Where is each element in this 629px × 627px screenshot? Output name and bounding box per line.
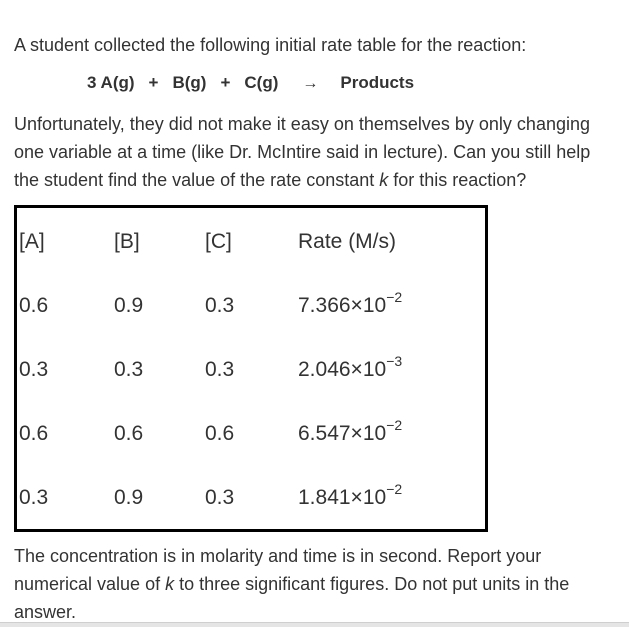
cell-c: 0.3 <box>205 486 235 509</box>
reactant-a: 3 A(g) <box>87 73 135 92</box>
header-b: [B] <box>114 230 140 253</box>
header-rate: Rate (M/s) <box>298 230 397 253</box>
instructions-paragraph <box>14 542 614 626</box>
cell-c: 0.6 <box>205 422 235 445</box>
cell-rate <box>298 289 403 318</box>
rate-exponent: −3 <box>386 353 403 369</box>
intro-text: A student collected the following initial rate table for the reaction: <box>14 35 527 55</box>
paragraph-line <box>14 166 624 194</box>
rate-constant-variable: k <box>379 170 389 190</box>
rate-mantissa: 7.366×10 <box>298 294 387 317</box>
paragraph-line: The concentration is in molarity and time is in second. Report your <box>14 546 542 566</box>
paragraph-line <box>14 570 614 598</box>
product: Products <box>340 73 415 92</box>
cell-a: 0.3 <box>19 486 49 509</box>
plus-sign: + <box>148 73 159 92</box>
header-c: [C] <box>205 230 232 253</box>
rate-exponent: −2 <box>386 481 403 497</box>
text-segment: the student find the value of the rate constant <box>14 170 380 190</box>
reaction-arrow-icon: → <box>302 75 319 92</box>
rate-mantissa: 1.841×10 <box>298 486 387 509</box>
text-segment: for this reaction? <box>388 170 527 190</box>
plus-sign: + <box>220 73 231 92</box>
cell-a: 0.6 <box>19 294 49 317</box>
rate-mantissa: 2.046×10 <box>298 358 387 381</box>
cell-rate <box>298 481 403 510</box>
bottom-divider <box>0 622 629 627</box>
reaction-equation <box>87 72 414 95</box>
rate-table <box>14 205 488 532</box>
cell-rate <box>298 353 403 382</box>
rate-exponent: −2 <box>386 417 403 433</box>
cell-b: 0.9 <box>114 294 144 317</box>
cell-b: 0.6 <box>114 422 144 445</box>
cell-a: 0.6 <box>19 422 49 445</box>
cell-b: 0.9 <box>114 486 144 509</box>
cell-rate <box>298 417 403 446</box>
header-a: [A] <box>19 230 45 253</box>
reactant-b: B(g) <box>172 73 207 92</box>
text-segment: to three significant figures. Do not put units in the <box>174 574 570 594</box>
rate-exponent: −2 <box>386 289 403 305</box>
text-segment: numerical value of <box>14 574 166 594</box>
cell-c: 0.3 <box>205 294 235 317</box>
paragraph-line: one variable at a time (like Dr. McIntire said in lecture). Can you still help <box>14 142 591 162</box>
rate-mantissa: 6.547×10 <box>298 422 387 445</box>
question-paragraph <box>14 110 624 194</box>
cell-c: 0.3 <box>205 358 235 381</box>
rate-constant-variable: k <box>165 574 175 594</box>
reactant-c: C(g) <box>244 73 279 92</box>
paragraph-line: Unfortunately, they did not make it easy on themselves by only changing <box>14 114 590 134</box>
cell-b: 0.3 <box>114 358 144 381</box>
paragraph-line: answer. <box>14 602 77 622</box>
cell-a: 0.3 <box>19 358 49 381</box>
